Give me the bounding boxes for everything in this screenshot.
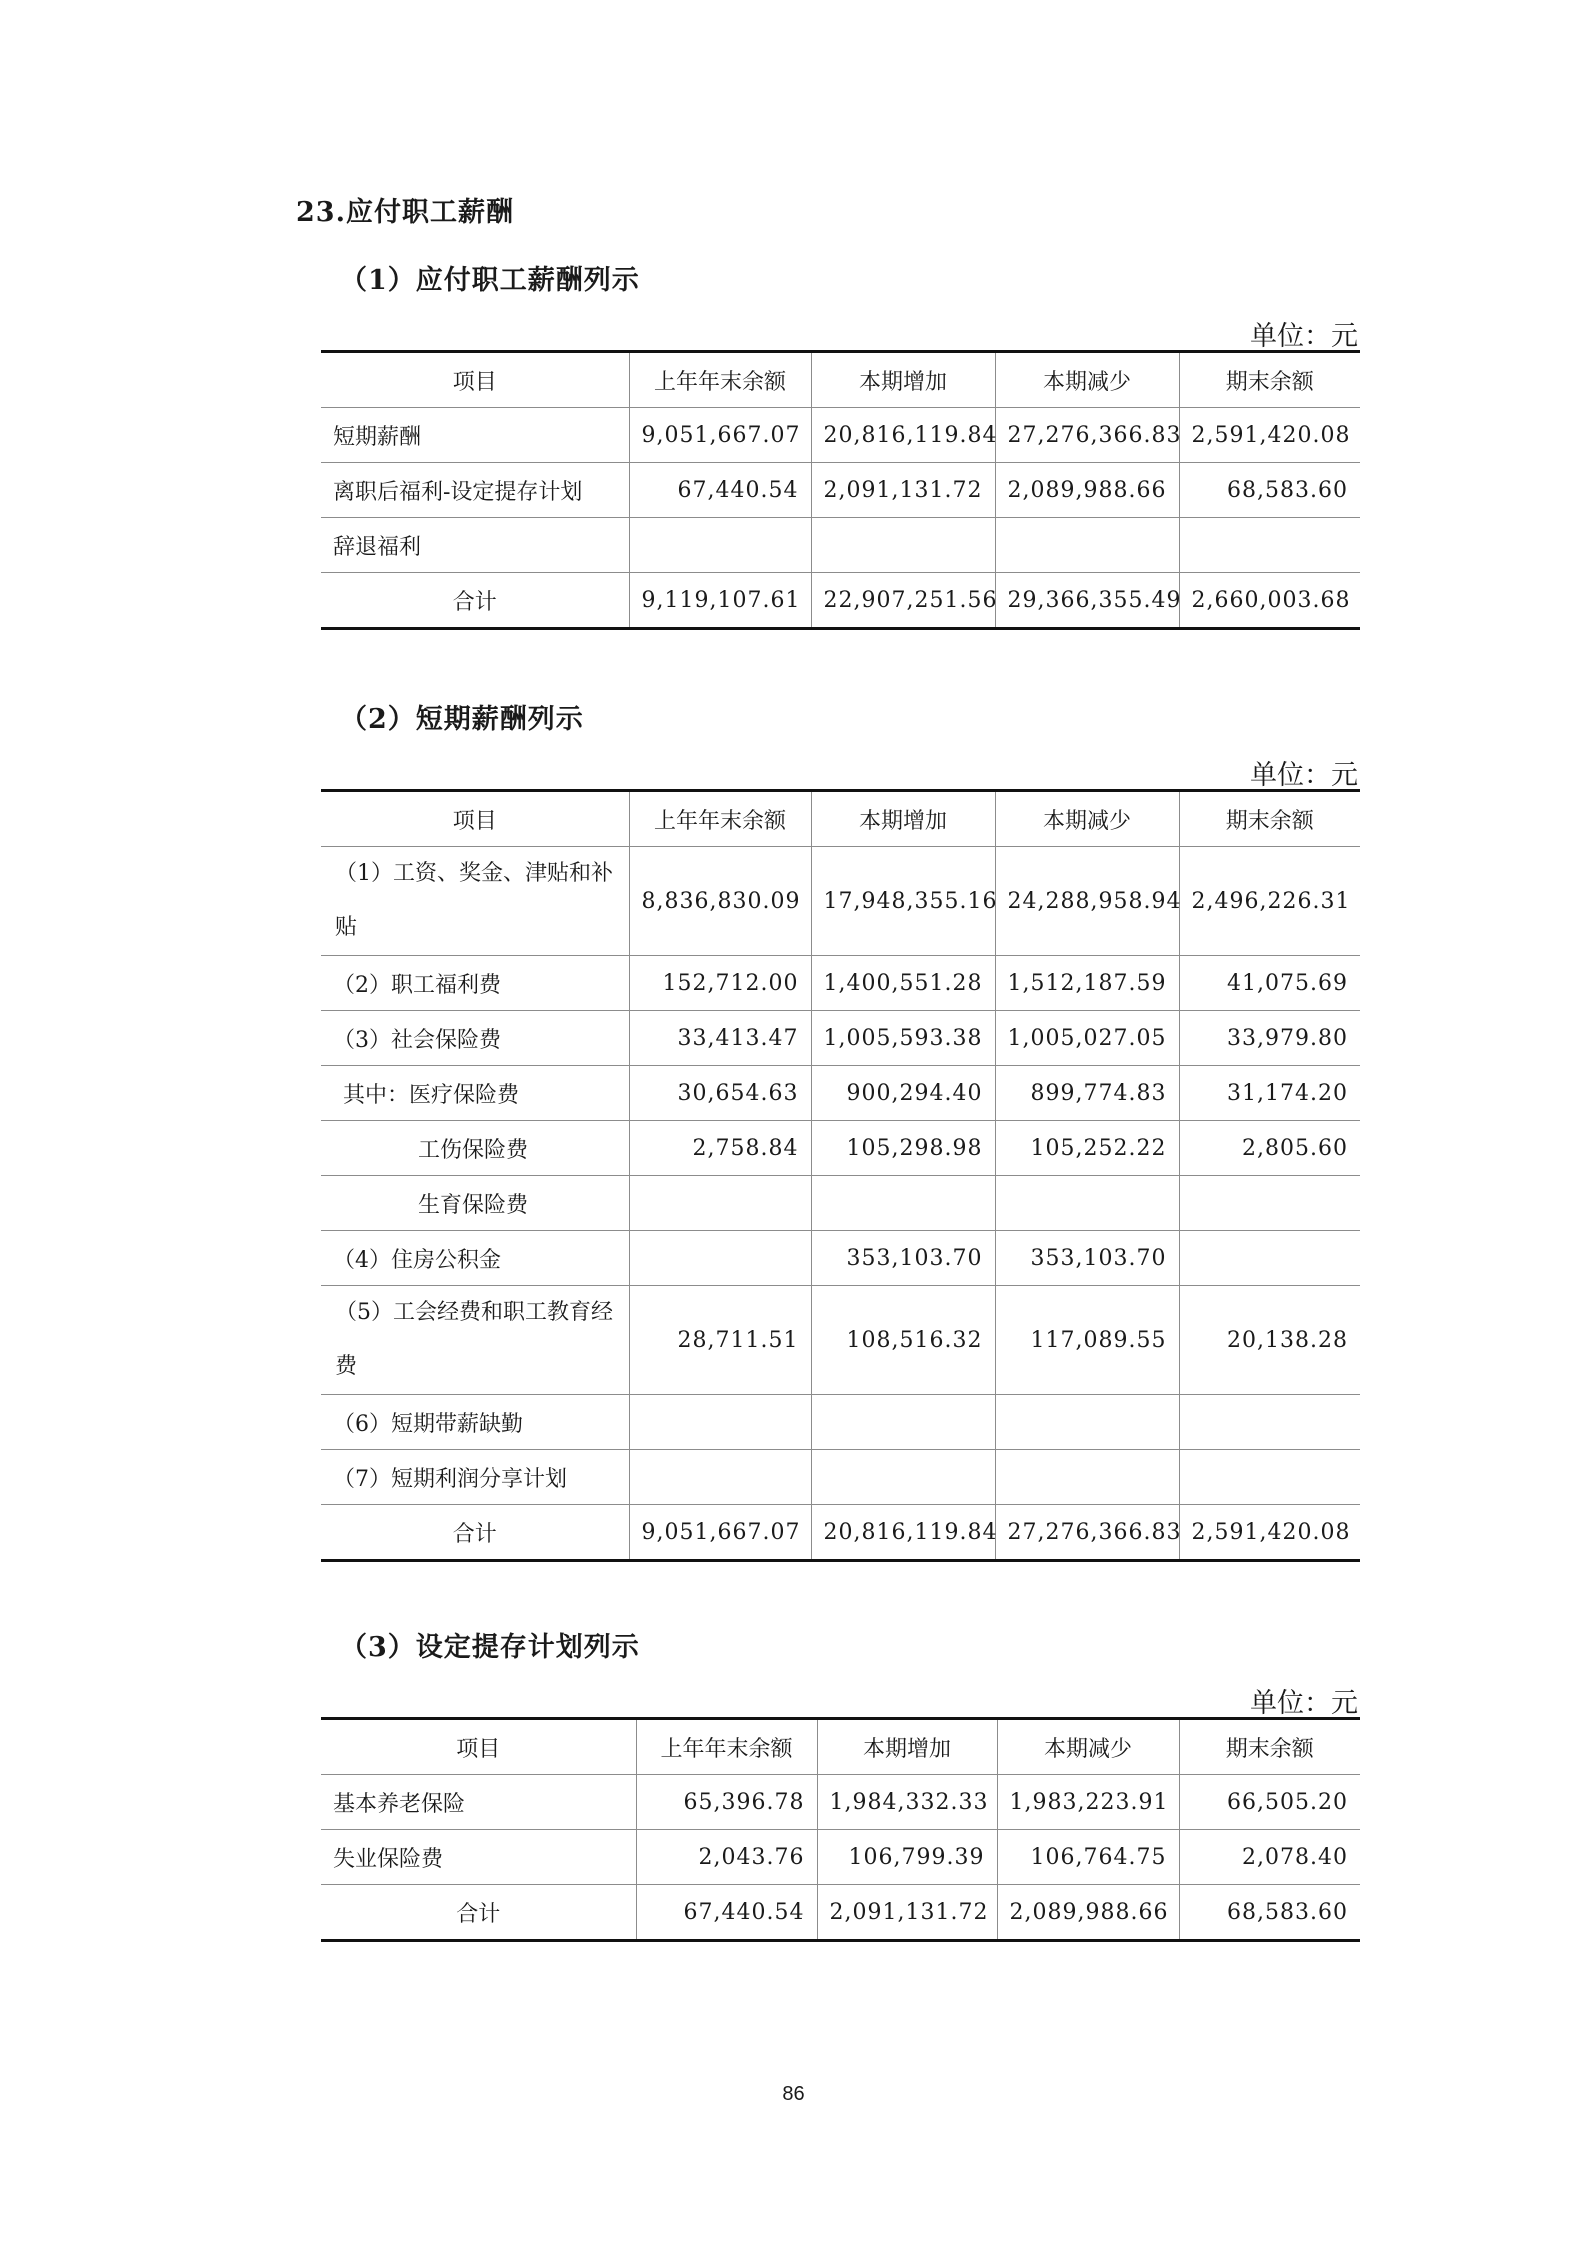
cell-value: 899,774.83	[995, 1066, 1179, 1121]
cell-value	[1179, 1176, 1360, 1231]
table1-unit-label: 单位：元	[1250, 321, 1358, 352]
cell-value: 22,907,251.56	[811, 573, 995, 629]
cell-value: 2,089,988.66	[997, 1885, 1179, 1941]
table-row	[321, 1231, 1360, 1286]
cell-value: 152,712.00	[629, 956, 811, 1011]
cell-value	[629, 1395, 811, 1450]
table-row	[321, 1450, 1360, 1505]
cell-value: 20,138.28	[1179, 1286, 1360, 1395]
cell-value	[995, 518, 1179, 573]
cell-value: 20,816,119.84	[811, 408, 995, 463]
cell-value: 900,294.40	[811, 1066, 995, 1121]
header-decrease: 本期减少	[997, 1719, 1179, 1775]
table-row	[321, 1286, 1360, 1395]
row-label: （5）工会经费和职工教育经费	[321, 1286, 629, 1395]
cell-value	[1179, 1231, 1360, 1286]
cell-value: 2,078.40	[1179, 1830, 1360, 1885]
row-label: （2）职工福利费	[321, 956, 629, 1011]
table-header-row	[321, 791, 1360, 847]
cell-value: 67,440.54	[629, 463, 811, 518]
header-item: 项目	[321, 352, 629, 408]
row-label: （3）社会保险费	[321, 1011, 629, 1066]
cell-value: 68,583.60	[1179, 463, 1360, 518]
cell-value: 9,119,107.61	[629, 573, 811, 629]
row-label: 合计	[321, 1885, 636, 1941]
header-opening-balance: 上年年末余额	[636, 1719, 817, 1775]
table-row	[321, 463, 1360, 518]
cell-value	[1179, 1450, 1360, 1505]
cell-value	[995, 1450, 1179, 1505]
table-total-row	[321, 1885, 1360, 1941]
row-label: （7）短期利润分享计划	[321, 1450, 629, 1505]
header-increase: 本期增加	[811, 352, 995, 408]
table-header-row	[321, 1719, 1360, 1775]
table-row	[321, 847, 1360, 956]
header-decrease: 本期减少	[995, 352, 1179, 408]
table3-unit-label: 单位：元	[1250, 1688, 1358, 1719]
row-label: 离职后福利-设定提存计划	[321, 463, 629, 518]
cell-value: 9,051,667.07	[629, 408, 811, 463]
header-increase: 本期增加	[817, 1719, 997, 1775]
header-opening-balance: 上年年末余额	[629, 352, 811, 408]
header-closing-balance: 期末余额	[1179, 352, 1360, 408]
row-label: （6）短期带薪缺勤	[321, 1395, 629, 1450]
cell-value: 9,051,667.07	[629, 1505, 811, 1561]
cell-value	[629, 1176, 811, 1231]
cell-value: 106,764.75	[997, 1830, 1179, 1885]
cell-value: 105,298.98	[811, 1121, 995, 1176]
header-closing-balance: 期末余额	[1179, 791, 1360, 847]
cell-value: 1,005,027.05	[995, 1011, 1179, 1066]
cell-value	[629, 1231, 811, 1286]
table3-defined-contribution-plan	[321, 1717, 1360, 1942]
cell-value	[995, 1395, 1179, 1450]
table2-unit-label: 单位：元	[1250, 760, 1358, 791]
row-label: 基本养老保险	[321, 1775, 636, 1830]
cell-value: 117,089.55	[995, 1286, 1179, 1395]
header-item: 项目	[321, 1719, 636, 1775]
cell-value	[811, 518, 995, 573]
cell-value: 2,091,131.72	[811, 463, 995, 518]
cell-value: 2,089,988.66	[995, 463, 1179, 518]
cell-value: 30,654.63	[629, 1066, 811, 1121]
cell-value: 24,288,958.94	[995, 847, 1179, 956]
page-number: 86	[782, 2083, 805, 2105]
row-label: 合计	[321, 1505, 629, 1561]
cell-value	[811, 1450, 995, 1505]
cell-value: 1,400,551.28	[811, 956, 995, 1011]
cell-value: 8,836,830.09	[629, 847, 811, 956]
row-label: 辞退福利	[321, 518, 629, 573]
row-label: 生育保险费	[321, 1176, 629, 1231]
header-increase: 本期增加	[811, 791, 995, 847]
cell-value: 33,413.47	[629, 1011, 811, 1066]
cell-value: 33,979.80	[1179, 1011, 1360, 1066]
header-decrease: 本期减少	[995, 791, 1179, 847]
row-label: （1）工资、奖金、津贴和补贴	[321, 847, 629, 956]
row-label: 工伤保险费	[321, 1121, 629, 1176]
cell-value: 1,512,187.59	[995, 956, 1179, 1011]
cell-value	[811, 1176, 995, 1231]
table3-title: （3）设定提存计划列示	[340, 1632, 640, 1663]
cell-value: 2,805.60	[1179, 1121, 1360, 1176]
cell-value: 31,174.20	[1179, 1066, 1360, 1121]
cell-value: 353,103.70	[811, 1231, 995, 1286]
table2-title: （2）短期薪酬列示	[340, 704, 584, 735]
cell-value: 66,505.20	[1179, 1775, 1360, 1830]
cell-value: 2,496,226.31	[1179, 847, 1360, 956]
row-label: 合计	[321, 573, 629, 629]
cell-value: 108,516.32	[811, 1286, 995, 1395]
cell-value	[811, 1395, 995, 1450]
cell-value: 2,043.76	[636, 1830, 817, 1885]
table-row	[321, 408, 1360, 463]
cell-value: 2,091,131.72	[817, 1885, 997, 1941]
cell-value: 2,591,420.08	[1179, 408, 1360, 463]
cell-value: 68,583.60	[1179, 1885, 1360, 1941]
table-row	[321, 1176, 1360, 1231]
cell-value	[995, 1176, 1179, 1231]
cell-value	[629, 518, 811, 573]
table1-payroll-summary	[321, 350, 1360, 630]
cell-value: 20,816,119.84	[811, 1505, 995, 1561]
table-header-row	[321, 352, 1360, 408]
cell-value: 67,440.54	[636, 1885, 817, 1941]
cell-value: 1,983,223.91	[997, 1775, 1179, 1830]
cell-value: 29,366,355.49	[995, 573, 1179, 629]
cell-value: 17,948,355.16	[811, 847, 995, 956]
table1-title: （1）应付职工薪酬列示	[340, 265, 640, 296]
cell-value: 2,591,420.08	[1179, 1505, 1360, 1561]
table-row	[321, 1011, 1360, 1066]
cell-value: 2,758.84	[629, 1121, 811, 1176]
row-label: 其中：医疗保险费	[321, 1066, 629, 1121]
table-total-row	[321, 1505, 1360, 1561]
header-opening-balance: 上年年末余额	[629, 791, 811, 847]
cell-value: 41,075.69	[1179, 956, 1360, 1011]
cell-value: 27,276,366.83	[995, 408, 1179, 463]
header-closing-balance: 期末余额	[1179, 1719, 1360, 1775]
header-item: 项目	[321, 791, 629, 847]
row-label: 失业保险费	[321, 1830, 636, 1885]
row-label: 短期薪酬	[321, 408, 629, 463]
cell-value: 28,711.51	[629, 1286, 811, 1395]
table-row	[321, 1121, 1360, 1176]
cell-value: 65,396.78	[636, 1775, 817, 1830]
table-row	[321, 1395, 1360, 1450]
cell-value: 106,799.39	[817, 1830, 997, 1885]
cell-value	[629, 1450, 811, 1505]
section-title: 23.应付职工薪酬	[296, 197, 514, 228]
table-total-row	[321, 573, 1360, 629]
cell-value: 27,276,366.83	[995, 1505, 1179, 1561]
table-row	[321, 1066, 1360, 1121]
cell-value: 1,005,593.38	[811, 1011, 995, 1066]
cell-value: 105,252.22	[995, 1121, 1179, 1176]
table-row	[321, 518, 1360, 573]
table-row	[321, 1775, 1360, 1830]
table2-short-term-payroll	[321, 789, 1360, 1562]
cell-value	[1179, 1395, 1360, 1450]
row-label: （4）住房公积金	[321, 1231, 629, 1286]
cell-value: 2,660,003.68	[1179, 573, 1360, 629]
table-row	[321, 956, 1360, 1011]
table-row	[321, 1830, 1360, 1885]
cell-value: 353,103.70	[995, 1231, 1179, 1286]
cell-value	[1179, 518, 1360, 573]
cell-value: 1,984,332.33	[817, 1775, 997, 1830]
